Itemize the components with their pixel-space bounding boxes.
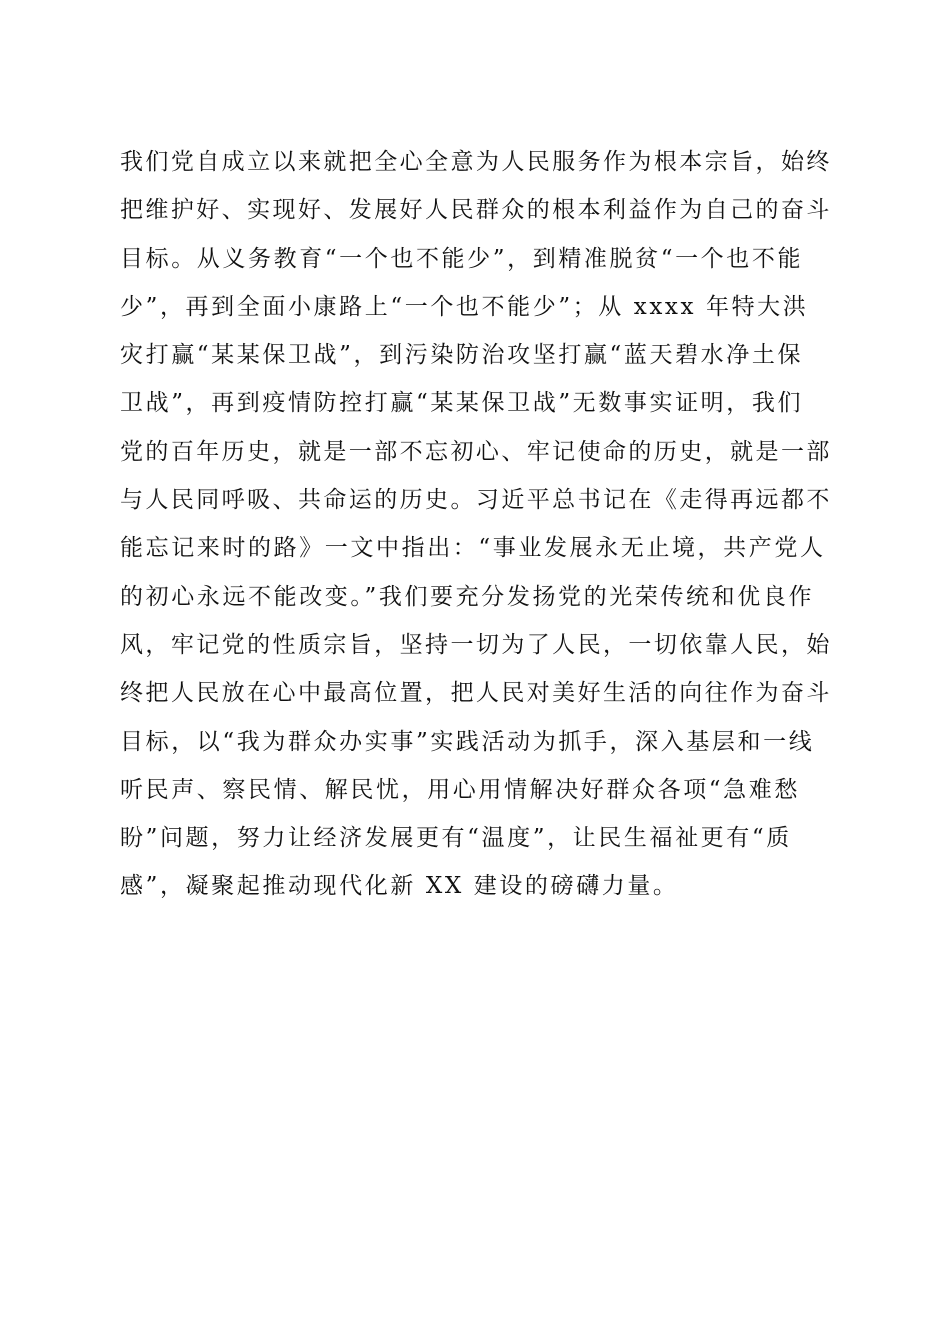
body-paragraph (120, 138, 832, 911)
paragraph-line: 与人民同呼吸、共命运的历史。习近平总书记在《走得再远都不 (120, 487, 832, 514)
paragraph-line: 听民声、察民情、解民忧，用心用情解决好群众各项“急难愁 (120, 776, 800, 803)
paragraph-line: 把维护好、实现好、发展好人民群众的根本利益作为自己的奋斗 (120, 197, 832, 224)
paragraph-line: 盼”问题，努力让经济发展更有“温度”，让民生福祉更有“质 (120, 825, 792, 852)
paragraph-line: 灾打赢“某某保卫战”，到污染防治攻坚打赢“蓝天碧水净土保 (120, 342, 804, 369)
paragraph-line: 卫战”，再到疫情防控打赢“某某保卫战”无数事实证明，我们 (120, 390, 804, 417)
paragraph-line: 目标，以“我为群众办实事”实践活动为抓手，深入基层和一线 (120, 728, 815, 755)
paragraph-line: 目标。从义务教育“一个也不能少”，到精准脱贫“一个也不能 (120, 245, 804, 272)
paragraph-line: 能忘记来时的路》一文中指出：“事业发展永无止境，共产党人 (120, 535, 826, 562)
paragraph-line: 感”，凝聚起推动现代化新 XX 建设的磅礴力量。 (120, 873, 679, 900)
paragraph-line: 风，牢记党的性质宗旨，坚持一切为了人民，一切依靠人民，始 (120, 631, 832, 658)
paragraph-line: 少”，再到全面小康路上“一个也不能少”；从 xxxx 年特大洪 (120, 293, 809, 320)
paragraph-line: 党的百年历史，就是一部不忘初心、牢记使命的历史，就是一部 (120, 438, 832, 465)
paragraph-line: 的初心永远不能改变。”我们要充分发扬党的光荣传统和优良作 (120, 583, 815, 610)
paragraph-line: 终把人民放在心中最高位置，把人民对美好生活的向往作为奋斗 (120, 680, 832, 707)
paragraph-line: 我们党自成立以来就把全心全意为人民服务作为根本宗旨，始终 (120, 149, 832, 175)
